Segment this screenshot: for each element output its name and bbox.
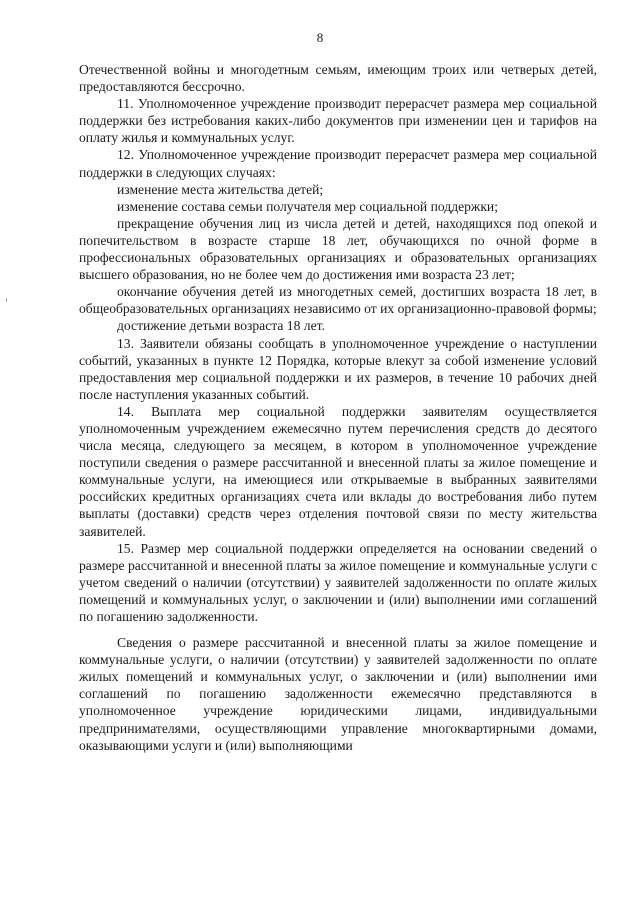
- list-item-study-termination: прекращение обучения лиц из числа детей и детей, находящихся под опекой и попечительством в возрасте старше 18 лет, обучающихся по очной форме в профессиональных образовательных организациях и образовательных организациях высшего образования, но не более чем до достижения ими возраста 23 лет;: [79, 215, 597, 283]
- margin-mark: [6, 298, 7, 302]
- list-item-family-change: изменение состава семьи получателя мер социальной поддержки;: [117, 198, 498, 214]
- list-item-age-18: достижение детьми возраста 18 лет.: [117, 318, 325, 334]
- page-number: 8: [316, 30, 324, 45]
- list-item-residence-change: изменение места жительства детей;: [117, 181, 324, 197]
- list-item-study-completion: окончание обучения детей из многодетных семей, достигших возраста 18 лет, в общеобразовательных организациях независимо от их организационно-правовой формы;: [79, 284, 597, 317]
- document-body: [79, 61, 597, 754]
- paragraph-14: 14. Выплата мер социальной поддержки заявителям осуществляется уполномоченным учреждением ежемесячно путем перечисления средств до десятого числа месяца, следующего за месяцем, в котором в уполномоченное учреждение поступили сведения о размере рассчитанной и внесенной платы за жилое помещение и коммунальные услуги, на имеющиеся или открываемые в выбранных заявителями российских кредитных организациях счета или вклады до востребования либо путем выплаты (доставки) средств через отделения почтовой связи по месту жительства заявителей.: [79, 403, 597, 539]
- paragraph-continuation: Отечественной войны и многодетным семьям, имеющим троих или четверых детей, предоставляются бессрочно.: [79, 62, 597, 95]
- paragraph-12: 12. Уполномоченное учреждение производит перерасчет размера мер социальной поддержки в следующих случаях:: [79, 147, 597, 180]
- paragraph-information: Сведения о размере рассчитанной и внесенной платы за жилое помещение и коммунальные услуги, о наличии (отсутствии) у заявителей задолженности по оплате жилых помещений и коммунальных услуг, о заключении и (или) выполнении ими соглашений по погашению задолженности ежемесячно представляются в уполномоченное учреждение юридическими лицами, индивидуальными предпринимателями, осуществляющими управление многоквартирными домами, оказывающими услуги и (или) выполняющими: [79, 635, 597, 753]
- paragraph-15: 15. Размер мер социальной поддержки определяется на основании сведений о размере рассчитанной и внесенной платы за жилое помещение и коммунальные услуги с учетом сведений о наличии (отсутствии) у заявителей задолженности по оплате жилых помещений и коммунальных услуг, о заключении и (или) выполнении ими соглашений по погашению задолженности.: [79, 540, 597, 624]
- paragraph-11: 11. Уполномоченное учреждение производит перерасчет размера мер социальной поддержки без истребования каких-либо документов при изменении цен и тарифов на оплату жилья и коммунальных услуг.: [79, 96, 597, 146]
- paragraph-13: 13. Заявители обязаны сообщать в уполномоченное учреждение о наступлении событий, указанных в пункте 12 Порядка, которые влекут за собой изменение условий предоставления мер социальной поддержки и их размеров, в течение 10 рабочих дней после наступления указанных событий.: [79, 335, 597, 402]
